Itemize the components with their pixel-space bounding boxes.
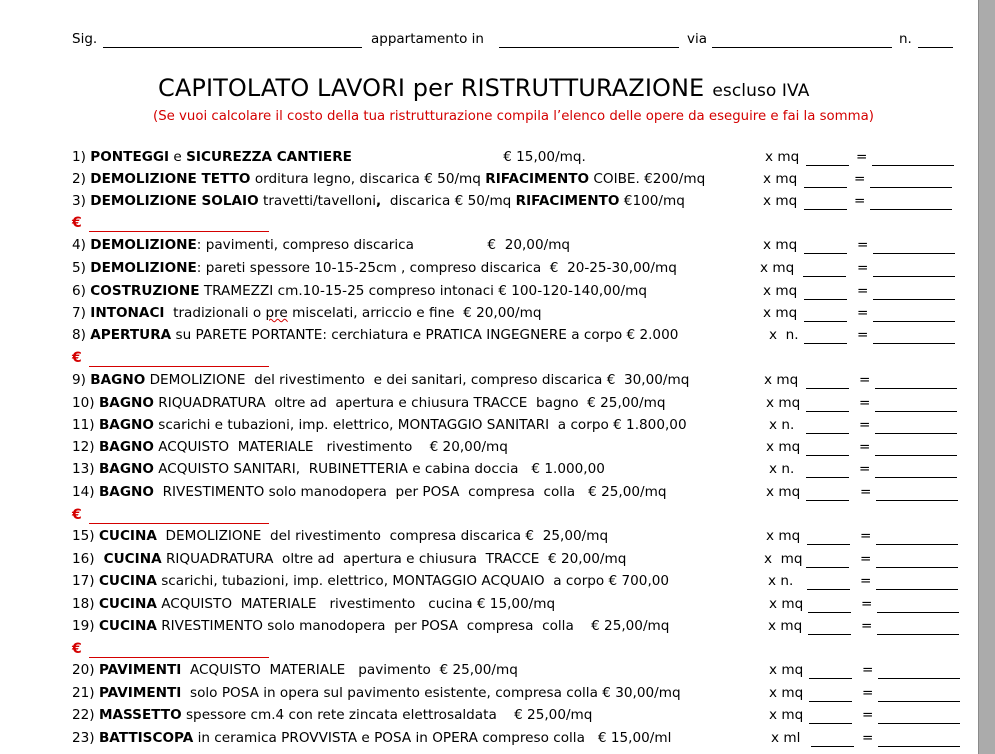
item-description bbox=[72, 237, 570, 253]
item-unit-label: x mq bbox=[763, 283, 798, 299]
list-item bbox=[0, 260, 978, 280]
subtotal-field-line[interactable] bbox=[89, 523, 269, 524]
item-text: in ceramica PROVVISTA e POSA in OPERA compreso colla € 15,00/ml bbox=[193, 730, 672, 746]
equals-sign: = bbox=[860, 484, 872, 500]
list-item bbox=[0, 551, 978, 571]
equals-sign: = bbox=[857, 237, 869, 253]
item-description bbox=[72, 372, 689, 388]
item-number: 10) bbox=[72, 395, 99, 411]
list-item bbox=[0, 707, 978, 727]
equals-sign: = bbox=[857, 327, 869, 343]
document-title bbox=[158, 74, 809, 102]
equals-sign: = bbox=[859, 461, 871, 477]
item-keyword: BAGNO bbox=[98, 439, 154, 455]
item-unit-label: x mq bbox=[769, 662, 804, 678]
item-keyword: RIFACIMENTO bbox=[515, 193, 620, 209]
equals-sign: = bbox=[859, 372, 871, 388]
sig-label: Sig. bbox=[72, 31, 98, 47]
item-text: RIVESTIMENTO solo manodopera per POSA compresa colla € 25,00/mq bbox=[153, 484, 667, 500]
list-item bbox=[0, 237, 978, 257]
item-unit-label: x mq bbox=[764, 551, 803, 567]
equals-sign: = bbox=[854, 193, 866, 209]
item-description bbox=[72, 573, 669, 589]
equals-sign: = bbox=[860, 573, 872, 589]
total-field-line[interactable] bbox=[873, 343, 955, 344]
quantity-field-line[interactable] bbox=[804, 209, 847, 210]
equals-sign: = bbox=[854, 171, 866, 187]
item-keyword: BATTISCOPA bbox=[98, 730, 194, 746]
item-text: RIVESTIMENTO solo manodopera per POSA compresa colla € 25,00/mq bbox=[156, 618, 670, 634]
item-text: e bbox=[169, 149, 187, 165]
total-field-line[interactable] bbox=[873, 276, 955, 277]
quantity-field-line[interactable] bbox=[807, 544, 850, 545]
item-description bbox=[72, 327, 678, 343]
item-unit-label: x n. bbox=[769, 327, 799, 343]
item-keyword: PAVIMENTI bbox=[98, 685, 182, 701]
item-number: 9) bbox=[72, 372, 91, 388]
item-description bbox=[72, 417, 687, 433]
list-item bbox=[0, 305, 978, 325]
quantity-field-line[interactable] bbox=[804, 321, 847, 322]
item-text: miscelati, arriccio e fine € 20,00/mq bbox=[287, 305, 542, 321]
item-text: scarichi e tubazioni, imp. elettrico, MONTAGGIO SANITARI a corpo € 1.800,00 bbox=[153, 417, 687, 433]
item-number: 11) bbox=[72, 417, 99, 433]
item-description bbox=[72, 685, 681, 701]
list-item bbox=[0, 662, 978, 682]
item-text: pre bbox=[265, 305, 288, 321]
euro-symbol: € bbox=[72, 507, 82, 523]
item-unit-label: x mq bbox=[765, 149, 800, 165]
list-item bbox=[0, 439, 978, 459]
item-text: orditura legno, discarica € 50/mq bbox=[250, 171, 486, 187]
item-unit-label: x mq bbox=[769, 685, 804, 701]
equals-sign: = bbox=[860, 528, 872, 544]
item-text: ACQUISTO SANITARI, RUBINETTERIA e cabina doccia € 1.000,00 bbox=[153, 461, 605, 477]
title-escluso-iva: escluso IVA bbox=[712, 81, 810, 101]
item-description bbox=[72, 551, 626, 567]
item-keyword: PAVIMENTI bbox=[98, 662, 182, 678]
equals-sign: = bbox=[859, 417, 871, 433]
item-unit-label: x mq bbox=[763, 305, 798, 321]
item-number: 12) bbox=[72, 439, 99, 455]
quantity-field-line[interactable] bbox=[804, 299, 847, 300]
quantity-field-line[interactable] bbox=[806, 567, 849, 568]
item-keyword: BAGNO bbox=[98, 395, 154, 411]
item-number: 3) bbox=[72, 193, 91, 209]
n-label: n. bbox=[899, 31, 912, 47]
item-text: scarichi, tubazioni, imp. elettrico, MONTAGGIO ACQUAIO a corpo € 700,00 bbox=[156, 573, 670, 589]
item-unit-label: x mq bbox=[763, 171, 798, 187]
quantity-field-line[interactable] bbox=[806, 455, 849, 456]
item-text: RIQUADRATURA oltre ad apertura e chiusura TRACCE bagno € 25,00/mq bbox=[153, 395, 666, 411]
item-number: 18) bbox=[72, 596, 99, 612]
item-keyword: BAGNO bbox=[98, 484, 154, 500]
item-unit-label: x mq bbox=[766, 439, 801, 455]
item-number: 13) bbox=[72, 461, 99, 477]
item-unit-label: x mq bbox=[768, 618, 803, 634]
item-keyword: CUCINA bbox=[98, 528, 157, 544]
item-keyword: CUCINA bbox=[98, 596, 157, 612]
euro-symbol: € bbox=[72, 641, 82, 657]
item-keyword: CUCINA bbox=[98, 618, 157, 634]
list-item bbox=[0, 685, 978, 705]
item-number: 22) bbox=[72, 707, 99, 723]
total-field-line[interactable] bbox=[875, 477, 957, 478]
item-number: 19) bbox=[72, 618, 99, 634]
item-unit-label: x mq bbox=[769, 596, 804, 612]
item-unit-label: x mq bbox=[766, 484, 801, 500]
list-item bbox=[0, 417, 978, 437]
item-unit-label: x mq bbox=[769, 707, 804, 723]
total-field-line[interactable] bbox=[873, 321, 955, 322]
item-text: su PARETE PORTANTE: cerchiatura e PRATICA INGEGNERE a corpo € 2.000 bbox=[171, 327, 679, 343]
item-keyword: BAGNO bbox=[90, 372, 146, 388]
item-text: DEMOLIZIONE del rivestimento e dei sanitari, compreso discarica € 30,00/mq bbox=[145, 372, 690, 388]
item-text: discarica € 50/mq bbox=[381, 193, 516, 209]
item-description bbox=[72, 171, 705, 187]
list-item bbox=[0, 596, 978, 616]
list-item bbox=[0, 171, 978, 191]
total-field-line[interactable] bbox=[875, 433, 957, 434]
total-field-line[interactable] bbox=[872, 165, 954, 166]
subtotal-row bbox=[72, 507, 272, 527]
item-keyword: , bbox=[376, 193, 382, 209]
total-field-line[interactable] bbox=[876, 567, 958, 568]
equals-sign: = bbox=[860, 551, 872, 567]
item-number: 7) bbox=[72, 305, 91, 321]
item-number: 8) bbox=[72, 327, 91, 343]
title-main: CAPITOLATO LAVORI per RISTRUTTURAZIONE bbox=[158, 74, 705, 102]
item-description bbox=[72, 596, 555, 612]
list-item bbox=[0, 528, 978, 548]
total-field-line[interactable] bbox=[870, 209, 952, 210]
total-field-line[interactable] bbox=[876, 544, 958, 545]
total-field-line[interactable] bbox=[870, 187, 952, 188]
equals-sign: = bbox=[857, 283, 869, 299]
quantity-field-line[interactable] bbox=[806, 165, 849, 166]
item-keyword: DEMOLIZIONE SOLAIO bbox=[90, 193, 259, 209]
quantity-field-line[interactable] bbox=[808, 612, 851, 613]
subtotal-field-line[interactable] bbox=[89, 366, 269, 367]
list-item bbox=[0, 283, 978, 303]
document-subtitle: (Se vuoi calcolare il costo della tua ristrutturazione compila l’elenco delle opere da eseguire e fai la somma) bbox=[153, 109, 874, 124]
item-unit-label: x n. bbox=[769, 417, 795, 433]
item-unit-label: x mq bbox=[760, 260, 795, 276]
item-text: spessore cm.4 con rete zincata elettrosaldata € 25,00/mq bbox=[181, 707, 593, 723]
item-unit-label: x mq bbox=[763, 193, 798, 209]
item-number: 2) bbox=[72, 171, 91, 187]
item-text: travetti/tavelloni bbox=[258, 193, 376, 209]
list-item bbox=[0, 149, 978, 169]
item-description bbox=[72, 193, 685, 209]
item-number: 6) bbox=[72, 283, 91, 299]
list-item bbox=[0, 618, 978, 638]
item-keyword: APERTURA bbox=[90, 327, 172, 343]
item-text: DEMOLIZIONE del rivestimento compresa discarica € 25,00/mq bbox=[156, 528, 609, 544]
item-description bbox=[72, 707, 592, 723]
quantity-field-line[interactable] bbox=[804, 253, 847, 254]
item-description bbox=[72, 395, 666, 411]
quantity-field-line[interactable] bbox=[806, 500, 849, 501]
item-text: solo POSA in opera sul pavimento esistente, compresa colla € 30,00/mq bbox=[181, 685, 681, 701]
item-number: 14) bbox=[72, 484, 99, 500]
window-edge bbox=[979, 0, 995, 754]
quantity-field-line[interactable] bbox=[809, 678, 852, 679]
item-number: 20) bbox=[72, 662, 99, 678]
equals-sign: = bbox=[862, 685, 874, 701]
item-number: 4) bbox=[72, 237, 91, 253]
item-keyword: DEMOLIZIONE TETTO bbox=[90, 171, 251, 187]
subtotal-row bbox=[72, 641, 272, 661]
quantity-field-line[interactable] bbox=[809, 701, 852, 702]
list-item bbox=[0, 461, 978, 481]
total-field-line[interactable] bbox=[877, 634, 959, 635]
item-keyword: DEMOLIZIONE bbox=[90, 260, 197, 276]
list-item bbox=[0, 484, 978, 504]
item-description bbox=[72, 730, 671, 746]
list-item bbox=[0, 372, 978, 392]
item-keyword: SICUREZZA CANTIERE bbox=[186, 149, 352, 165]
total-field-line[interactable] bbox=[878, 701, 960, 702]
list-item bbox=[0, 395, 978, 415]
item-keyword: DEMOLIZIONE bbox=[90, 237, 197, 253]
item-description bbox=[72, 439, 508, 455]
quantity-field-line[interactable] bbox=[806, 388, 849, 389]
quantity-field-line[interactable] bbox=[811, 746, 854, 747]
appartamento-field-line[interactable] bbox=[499, 47, 679, 48]
euro-symbol: € bbox=[72, 350, 82, 366]
item-text: : pareti spessore 10-15-25cm , compreso discarica € 20-25-30,00/mq bbox=[196, 260, 677, 276]
item-description bbox=[72, 618, 669, 634]
item-number: 16) bbox=[72, 551, 99, 567]
total-field-line[interactable] bbox=[878, 723, 960, 724]
quantity-field-line[interactable] bbox=[809, 723, 852, 724]
subtotal-field-line[interactable] bbox=[89, 657, 269, 658]
item-description bbox=[72, 461, 605, 477]
quantity-field-line[interactable] bbox=[806, 411, 849, 412]
item-description bbox=[72, 484, 666, 500]
equals-sign: = bbox=[857, 305, 869, 321]
item-keyword: INTONACI bbox=[90, 305, 165, 321]
item-keyword: MASSETTO bbox=[98, 707, 182, 723]
item-unit-label: x mq bbox=[766, 395, 801, 411]
quantity-field-line[interactable] bbox=[806, 433, 849, 434]
item-text: ACQUISTO MATERIALE rivestimento € 20,00/mq bbox=[153, 439, 508, 455]
appartamento-label: appartamento in bbox=[371, 31, 484, 47]
item-unit-label: x ml bbox=[771, 730, 801, 746]
total-field-line[interactable] bbox=[875, 388, 957, 389]
quantity-field-line[interactable] bbox=[803, 276, 846, 277]
item-text: RIQUADRATURA oltre ad apertura e chiusura TRACCE € 20,00/mq bbox=[161, 551, 627, 567]
total-field-line[interactable] bbox=[875, 411, 957, 412]
item-keyword: CUCINA bbox=[98, 573, 157, 589]
item-description bbox=[72, 260, 677, 276]
via-label: via bbox=[687, 31, 708, 47]
item-number: 15) bbox=[72, 528, 99, 544]
equals-sign: = bbox=[862, 662, 874, 678]
equals-sign: = bbox=[862, 707, 874, 723]
equals-sign: = bbox=[862, 730, 874, 746]
item-keyword: COSTRUZIONE bbox=[90, 283, 200, 299]
subtotal-row bbox=[72, 215, 272, 235]
item-keyword: BAGNO bbox=[98, 417, 154, 433]
equals-sign: = bbox=[859, 395, 871, 411]
item-text: ACQUISTO MATERIALE rivestimento cucina € 15,00/mq bbox=[156, 596, 556, 612]
total-field-line[interactable] bbox=[873, 253, 955, 254]
via-field-line[interactable] bbox=[712, 47, 892, 48]
item-text: COIBE. €200/mq bbox=[589, 171, 706, 187]
sig-field-line[interactable] bbox=[103, 47, 362, 48]
item-description bbox=[72, 662, 518, 678]
item-text: € 15,00/mq. bbox=[351, 149, 586, 165]
list-item bbox=[0, 193, 978, 213]
equals-sign: = bbox=[861, 618, 873, 634]
item-description bbox=[72, 149, 586, 165]
list-item bbox=[0, 573, 978, 593]
item-number: 5) bbox=[72, 260, 91, 276]
item-number: 1) bbox=[72, 149, 91, 165]
subtotal-field-line[interactable] bbox=[89, 231, 269, 232]
item-unit-label: x n. bbox=[768, 573, 794, 589]
equals-sign: = bbox=[857, 260, 869, 276]
item-text: ACQUISTO MATERIALE pavimento € 25,00/mq bbox=[181, 662, 518, 678]
item-keyword: RIFACIMENTO bbox=[485, 171, 590, 187]
item-unit-label: x n. bbox=[769, 461, 795, 477]
item-text: : pavimenti, compreso discarica € 20,00/mq bbox=[196, 237, 571, 253]
n-field-line[interactable] bbox=[918, 47, 953, 48]
quantity-field-line[interactable] bbox=[807, 589, 850, 590]
item-unit-label: x mq bbox=[764, 372, 799, 388]
total-field-line[interactable] bbox=[878, 678, 960, 679]
subtotal-row bbox=[72, 350, 272, 370]
equals-sign: = bbox=[861, 596, 873, 612]
total-field-line[interactable] bbox=[873, 299, 955, 300]
quantity-field-line[interactable] bbox=[804, 187, 847, 188]
item-description bbox=[72, 283, 647, 299]
total-field-line[interactable] bbox=[875, 455, 957, 456]
item-text: tradizionali o bbox=[164, 305, 266, 321]
list-item bbox=[0, 327, 978, 347]
item-text: TRAMEZZI cm.10-15-25 compreso intonaci € 100-120-140,00/mq bbox=[199, 283, 647, 299]
equals-sign: = bbox=[859, 439, 871, 455]
item-number: 17) bbox=[72, 573, 99, 589]
quantity-field-line[interactable] bbox=[806, 477, 849, 478]
item-number: 21) bbox=[72, 685, 99, 701]
item-number: 23) bbox=[72, 730, 99, 746]
total-field-line[interactable] bbox=[878, 746, 960, 747]
equals-sign: = bbox=[856, 149, 868, 165]
total-field-line[interactable] bbox=[876, 589, 958, 590]
quantity-field-line[interactable] bbox=[808, 634, 851, 635]
total-field-line[interactable] bbox=[877, 612, 959, 613]
item-keyword: BAGNO bbox=[98, 461, 154, 477]
item-description bbox=[72, 305, 542, 321]
item-description bbox=[72, 528, 608, 544]
item-unit-label: x mq bbox=[763, 237, 798, 253]
quantity-field-line[interactable] bbox=[804, 343, 847, 344]
euro-symbol: € bbox=[72, 215, 82, 231]
item-unit-label: x mq bbox=[766, 528, 801, 544]
list-item bbox=[0, 730, 978, 750]
item-text: €100/mq bbox=[619, 193, 685, 209]
item-keyword: PONTEGGI bbox=[90, 149, 170, 165]
total-field-line[interactable] bbox=[876, 500, 958, 501]
item-keyword: CUCINA bbox=[98, 551, 162, 567]
